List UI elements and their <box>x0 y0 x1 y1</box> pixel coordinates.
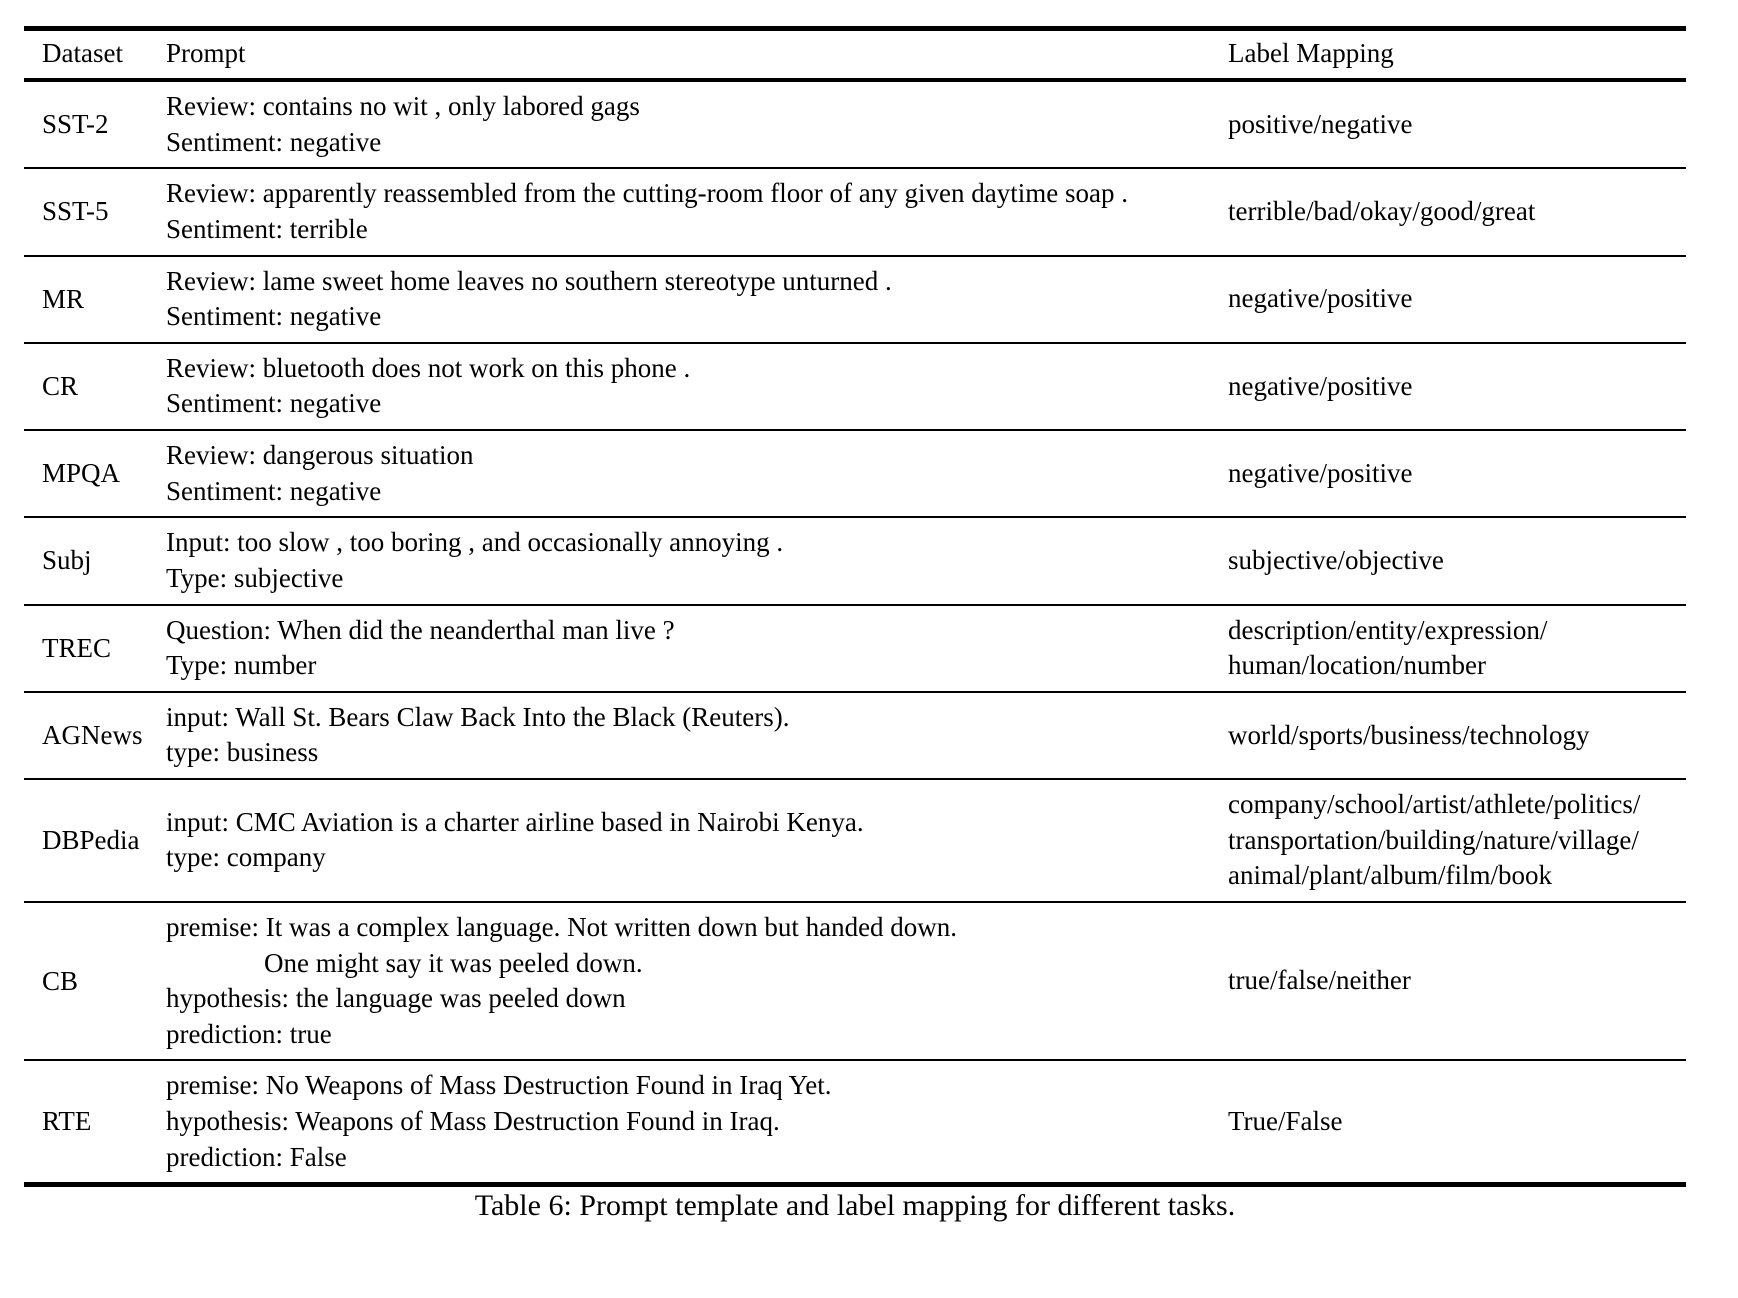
prompt-cell <box>166 692 1228 779</box>
prompt-line: premise: It was a complex language. Not written down but handed down. <box>166 911 958 942</box>
table-row <box>24 1060 1686 1184</box>
dataset-cell: CB <box>42 965 79 996</box>
label-cell <box>1228 430 1686 517</box>
label-cell <box>1228 517 1686 604</box>
header-row <box>24 29 1686 81</box>
table-caption: Table 6: Prompt template and label mapping for different tasks. <box>474 1189 1236 1222</box>
dataset-cell: SST-5 <box>42 196 109 227</box>
prompt-line: hypothesis: the language was peeled down <box>166 983 626 1014</box>
prompt-cell <box>166 779 1228 902</box>
table-header <box>24 29 1686 81</box>
prompt-line: type: company <box>166 842 326 873</box>
label-line: true/false/neither <box>1228 965 1411 996</box>
prompt-cell <box>166 605 1228 692</box>
label-line: terrible/bad/okay/good/great <box>1228 196 1536 227</box>
prompt-line: Review: bluetooth does not work on this phone . <box>166 352 691 383</box>
dataset-cell: AGNews <box>42 719 143 750</box>
prompt-line: One might say it was peeled down. <box>264 947 643 978</box>
label-line: company/school/artist/athlete/politics/ <box>1228 789 1641 819</box>
prompt-line: premise: No Weapons of Mass Destruction Found in Iraq Yet. <box>166 1070 832 1101</box>
prompt-line: prediction: true <box>166 1018 332 1049</box>
table-row <box>24 605 1686 692</box>
dataset-cell: RTE <box>42 1106 92 1137</box>
prompt-line: hypothesis: Weapons of Mass Destruction Found in Iraq. <box>166 1106 780 1136</box>
prompt-line: Sentiment: negative <box>166 475 382 506</box>
prompt-line: prediction: False <box>166 1141 347 1172</box>
prompt-cell <box>166 256 1228 343</box>
label-line: transportation/building/nature/village/ <box>1228 824 1639 855</box>
column-header-dataset: Dataset <box>24 29 166 81</box>
dataset-cell: MPQA <box>42 458 121 489</box>
prompt-line: Type: subjective <box>166 562 344 593</box>
label-cell <box>1228 80 1686 168</box>
prompt-line: Review: contains no wit , only labored gags <box>166 91 640 121</box>
prompt-line: Review: dangerous situation <box>166 440 474 470</box>
column-header-label-mapping: Label Mapping <box>1228 29 1686 81</box>
label-line: description/entity/expression/ <box>1228 614 1548 645</box>
label-cell <box>1228 1060 1686 1184</box>
prompt-line: Review: apparently reassembled from the cutting-room floor of any given daytime soap . <box>166 178 1128 209</box>
label-cell <box>1228 168 1686 255</box>
label-line: human/location/number <box>1228 650 1486 681</box>
table-row <box>24 256 1686 343</box>
prompt-line: Type: number <box>166 650 317 681</box>
prompt-cell <box>166 517 1228 604</box>
prompt-line: Review: lame sweet home leaves no southern stereotype unturned . <box>166 265 892 296</box>
prompt-line: input: CMC Aviation is a charter airline based in Nairobi Kenya. <box>166 806 864 837</box>
prompt-line: Sentiment: negative <box>166 301 382 332</box>
dataset-cell: DBPedia <box>42 824 140 855</box>
prompt-line: Sentiment: negative <box>166 388 382 419</box>
prompt-cell <box>166 343 1228 430</box>
dataset-cell: Subj <box>42 545 92 576</box>
prompt-cell <box>166 430 1228 517</box>
dataset-cell: TREC <box>42 632 112 663</box>
table-row <box>24 779 1686 902</box>
dataset-cell: MR <box>42 283 85 314</box>
table-row <box>24 168 1686 255</box>
prompt-line: Sentiment: terrible <box>166 213 368 244</box>
label-cell <box>1228 902 1686 1061</box>
table-row <box>24 902 1686 1061</box>
label-cell <box>1228 605 1686 692</box>
label-line: negative/positive <box>1228 457 1413 488</box>
label-line: world/sports/business/technology <box>1228 719 1590 750</box>
prompt-cell <box>166 80 1228 168</box>
dataset-cell: SST-2 <box>42 109 109 140</box>
prompt-line: input: Wall St. Bears Claw Back Into the Black (Reuters). <box>166 701 790 732</box>
table-row <box>24 80 1686 168</box>
prompt-line: type: business <box>166 737 319 768</box>
label-line: positive/negative <box>1228 108 1413 139</box>
prompt-line: Input: too slow , too boring , and occasionally annoying . <box>166 527 784 558</box>
table-row <box>24 430 1686 517</box>
prompt-cell <box>166 168 1228 255</box>
prompt-line: Sentiment: negative <box>166 126 382 157</box>
dataset-cell: CR <box>42 370 79 401</box>
prompt-cell <box>166 902 1228 1061</box>
label-cell <box>1228 779 1686 902</box>
table-row <box>24 692 1686 779</box>
label-line: subjective/objective <box>1228 545 1444 576</box>
prompt-line: Question: When did the neanderthal man live ? <box>166 614 675 645</box>
label-cell <box>1228 256 1686 343</box>
label-line: negative/positive <box>1228 283 1413 314</box>
label-line: True/False <box>1228 1106 1343 1136</box>
label-cell <box>1228 692 1686 779</box>
table-row <box>24 517 1686 604</box>
column-header-prompt: Prompt <box>166 29 1228 81</box>
table-row <box>24 343 1686 430</box>
label-cell <box>1228 343 1686 430</box>
label-line: animal/plant/album/film/book <box>1228 860 1552 891</box>
prompt-cell <box>166 1060 1228 1184</box>
table-body <box>24 80 1686 1185</box>
label-line: negative/positive <box>1228 370 1413 401</box>
prompt-label-mapping-table <box>24 26 1686 1187</box>
